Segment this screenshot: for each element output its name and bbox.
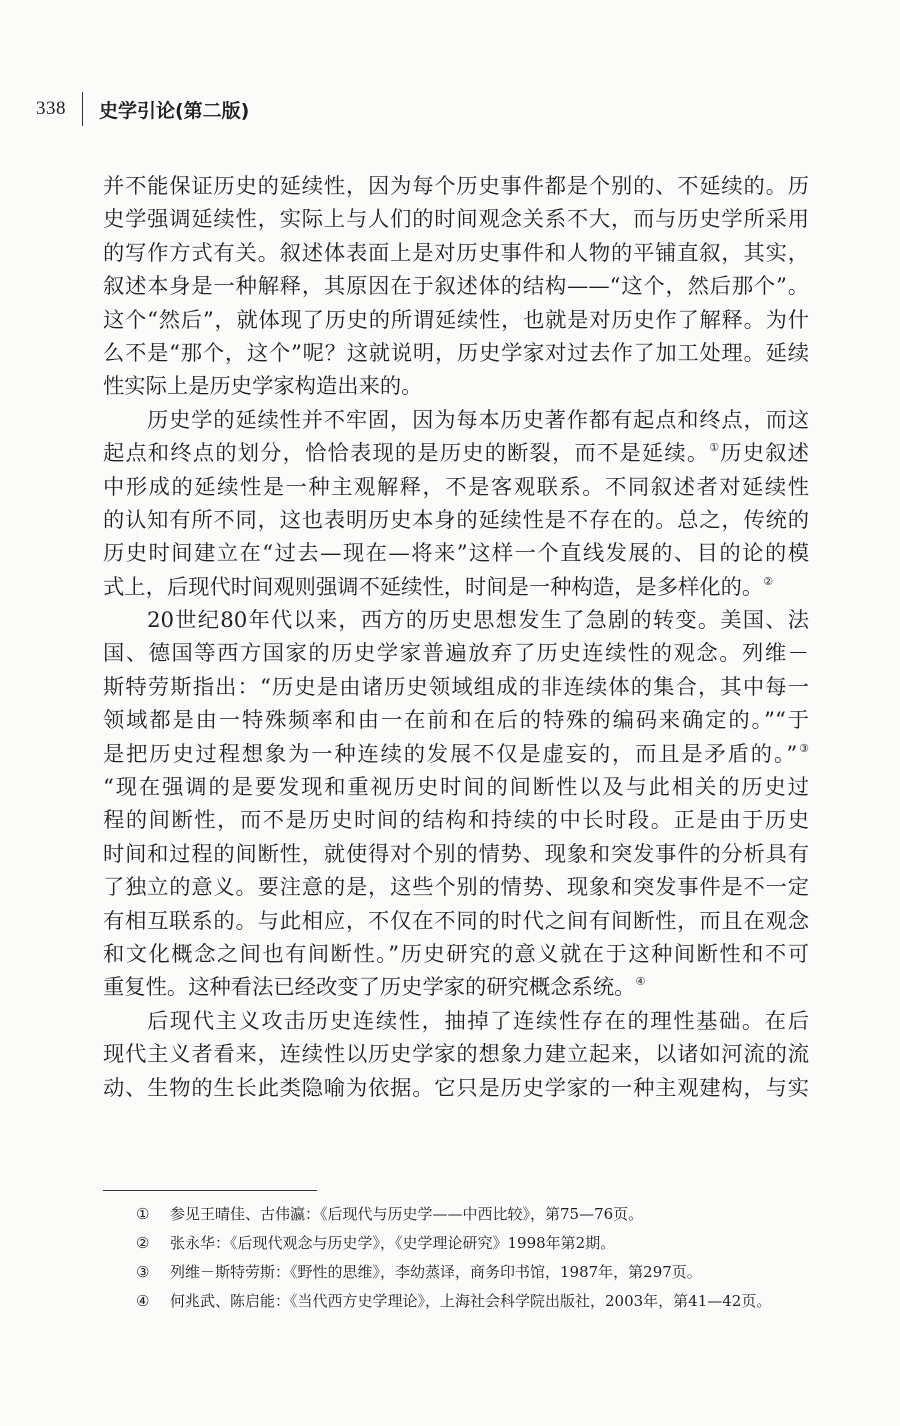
text-line: 了独立的意义。要注意的是，这些个别的情势、现象和突发事件是不一定: [103, 875, 809, 901]
page-number: 338: [36, 98, 66, 119]
paragraph: [103, 604, 809, 1005]
text-line: 程的间断性，而不是历史时间的结构和持续的中长时段。正是由于历史: [103, 808, 809, 834]
text-segment: 式上，后现代时间观则强调不延续性，时间是一种构造，是多样化的。: [103, 574, 764, 600]
body-text: [103, 170, 809, 1105]
running-header: [36, 94, 249, 124]
text-segment: 重复性。这种看法已经改变了历史学家的研究概念系统。: [103, 975, 636, 1001]
text-line: [103, 971, 809, 1004]
text-line: 史学强调延续性，实际上与人们的时间观念关系不大，而与历史学所采用: [103, 207, 809, 233]
text-line: [103, 571, 809, 604]
paragraph: [103, 170, 809, 404]
footnote-divider: [103, 1190, 317, 1191]
footnote-item: [136, 1258, 836, 1287]
text-segment: 历史叙述: [720, 441, 809, 467]
text-line: 的认知有所不同，这也表明历史本身的延续性是不存在的。总之，传统的: [103, 507, 809, 533]
header-divider: [82, 92, 83, 126]
footnote-item: [136, 1229, 836, 1258]
footnote-mark: ②: [136, 1234, 150, 1252]
footnote-ref: ①: [709, 441, 721, 455]
footnote-item: [136, 1287, 836, 1316]
text-line: [103, 738, 809, 771]
text-line: 现代主义者看来，连续性以历史学家的想象力建立起来，以诸如河流的流: [103, 1042, 809, 1068]
text-line: 么不是“那个，这个”呢？这就说明，历史学家对过去作了加工处理。延续: [103, 340, 809, 366]
text-line: 并不能保证历史的延续性，因为每个历史事件都是个别的、不延续的。历: [103, 174, 809, 199]
footnote-ref: ②: [763, 574, 774, 588]
text-line: 后现代主义攻击历史连续性，抽掉了连续性存在的理性基础。在后: [147, 1008, 809, 1034]
text-line: 国、德国等西方国家的历史学家普遍放弃了历史连续性的观念。列维－: [103, 641, 809, 667]
text-line: 时间和过程的间断性，就使得对个别的情势、现象和突发事件的分析具有: [103, 841, 809, 867]
text-segment: 起点和终点的划分，恰恰表现的是历史的断裂，而不是延续。: [103, 441, 710, 467]
footnote-text: 何兆武、陈启能：《当代西方史学理论》，上海社会科学院出版社，2003年，第41—42页。: [170, 1292, 772, 1310]
text-line: 叙述本身是一种解释，其原因在于叙述体的结构——“这个，然后那个”。: [103, 274, 809, 300]
text-line: 历史学的延续性并不牢固，因为每本历史著作都有起点和终点，而这: [147, 407, 809, 433]
footnote-text: 参见王晴佳、古伟瀛：《后现代与历史学——中西比较》，第75—76页。: [170, 1205, 644, 1223]
book-title: 史学引论(第二版): [99, 99, 250, 122]
footnote-mark: ③: [136, 1263, 150, 1281]
footnote-ref: ④: [635, 975, 646, 989]
footnote-item: [136, 1200, 836, 1229]
text-line: 历史时间建立在“过去—现在—将来”这样一个直线发展的、目的论的模: [103, 541, 809, 567]
footnote-text: 张永华：《后现代观念与历史学》，《史学理论研究》1998年第2期。: [170, 1234, 616, 1252]
text-line: 20世纪80年代以来，西方的历史思想发生了急剧的转变。美国、法: [147, 608, 809, 634]
footnotes: [136, 1200, 836, 1316]
text-line: “现在强调的是要发现和重视历史时间的间断性以及与此相关的历史过: [103, 775, 809, 801]
text-line: [103, 437, 809, 470]
text-line: 动、生物的生长此类隐喻为依据。它只是历史学家的一种主观建构，与实: [103, 1075, 809, 1101]
text-line: 有相互联系的。与此相应，不仅在不同的时代之间有间断性，而且在观念: [103, 908, 809, 934]
footnote-mark: ④: [136, 1292, 150, 1310]
text-line: 性实际上是历史学家构造出来的。: [103, 374, 423, 400]
text-line: 中形成的延续性是一种主观解释，不是客观联系。不同叙述者对延续性: [103, 474, 809, 500]
footnote-text: 列维－斯特劳斯：《野性的思维》，李幼蒸译，商务印书馆，1987年，第297页。: [170, 1263, 702, 1281]
text-line: 领域都是由一特殊频率和由一在前和在后的特殊的编码来确定的。”“于: [103, 708, 809, 734]
footnote-ref: ③: [797, 741, 809, 755]
text-line: 斯特劳斯指出：“历史是由诸历史领域组成的非连续体的集合，其中每一: [103, 674, 809, 700]
text-line: 的写作方式有关。叙述体表面上是对历史事件和人物的平铺直叙，其实，: [103, 240, 809, 266]
paragraph: [103, 404, 809, 604]
footnote-mark: ①: [136, 1205, 150, 1223]
paragraph: [103, 1005, 809, 1105]
text-segment: 是把历史过程想象为一种连续的发展不仅是虚妄的，而且是矛盾的。”: [103, 741, 798, 767]
text-line: 这个“然后”，就体现了历史的所谓延续性，也就是对历史作了解释。为什: [103, 307, 809, 333]
text-line: 和文化概念之间也有间断性。”历史研究的意义就在于这种间断性和不可: [103, 941, 809, 967]
